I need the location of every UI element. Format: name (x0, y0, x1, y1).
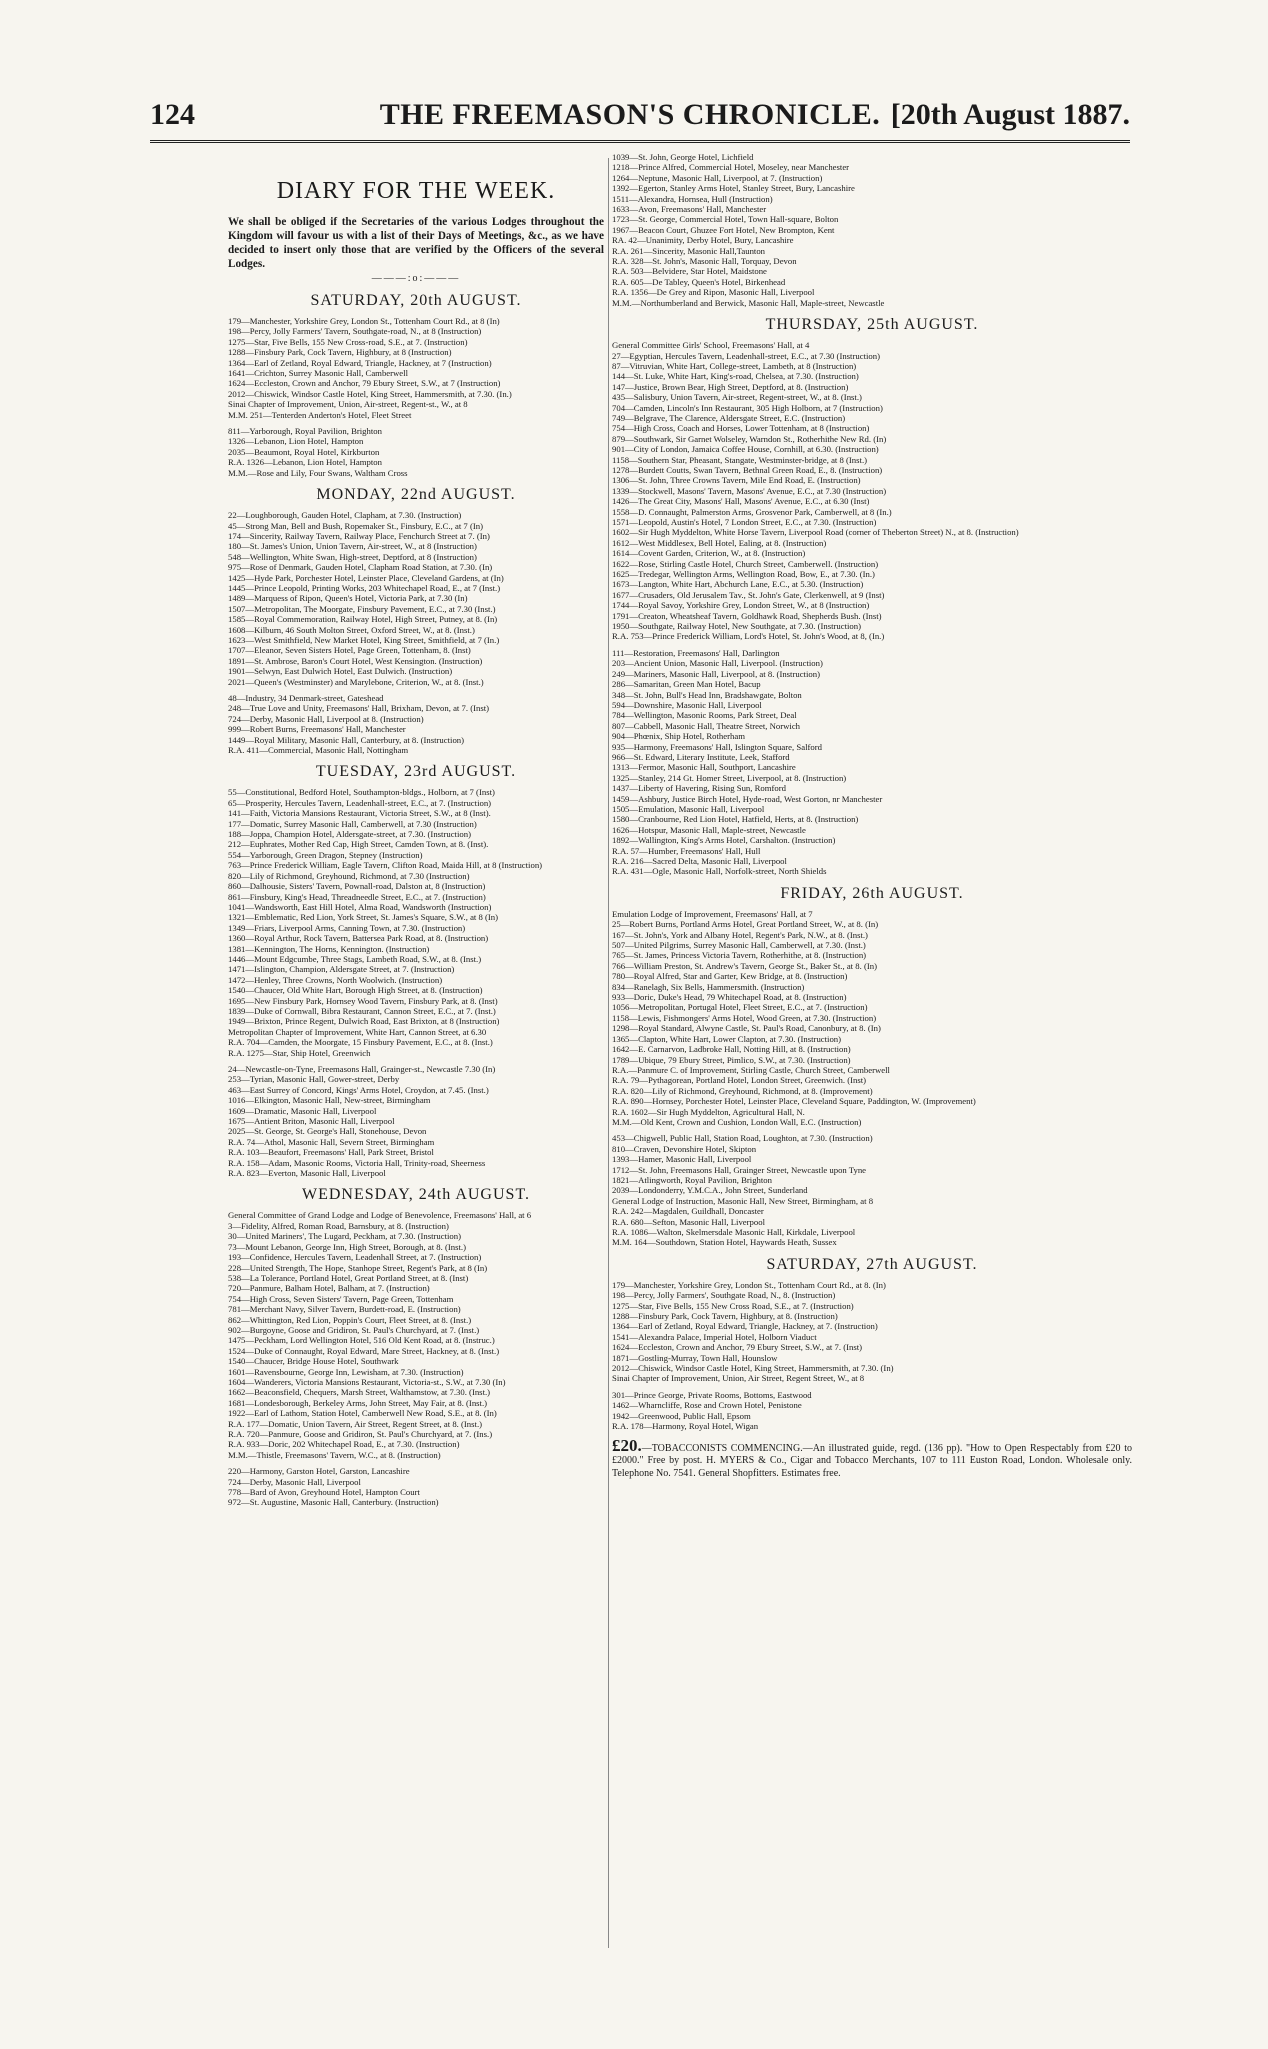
lodge-entry: 1662—Beaconsfield, Chequers, Marsh Street, Walthamstow, at 7.30. (Inst.) (228, 1387, 491, 1398)
section-saturday-27 (612, 1256, 1132, 1432)
lodge-entry: 1707—Eleanor, Seven Sisters Hotel, Page Green, Tottenham, 8. (Inst) (228, 645, 471, 656)
section-tuesday-23 (228, 763, 604, 1178)
lodge-entry: 754—High Cross, Seven Sisters' Tavern, Page Green, Tottenham (228, 1293, 454, 1304)
lodge-entry: 180—St. James's Union, Union Tavern, Air-street, W., at 8 (Instruction) (228, 541, 477, 552)
lodge-entry: 1158—Lewis, Fishmongers' Arms Hotel, Wood Green, at 7.30. (Instruction) (612, 1012, 877, 1023)
lodge-entry: 1723—St. George, Commercial Hotel, Town Hall-square, Bolton (612, 214, 839, 225)
lodge-entry: 1604—Wanderers, Victoria Mansions Restaurant, Victoria-st., S.W., at 7.30 (In) (228, 1376, 506, 1387)
right-column (612, 152, 1132, 1952)
lodge-entry: 1507—Metropolitan, The Moorgate, Finsbury Pavement, E.C., at 7.30 (Inst.) (228, 603, 496, 614)
lodge-entry: 902—Burgoyne, Goose and Gridiron, St. Paul's Churchyard, at 7. (Inst.) (228, 1324, 480, 1335)
lodge-entry: 1459—Ashbury, Justice Birch Hotel, Hyde-road, West Gorton, nr Manchester (612, 793, 883, 804)
lodge-entry: 1437—Liberty of Havering, Rising Sun, Romford (612, 783, 786, 794)
lodge-entry: R.A. 820—Lily of Richmond, Greyhound, Richmond, at 8. (Improvement) (612, 1085, 873, 1096)
lodge-entry: 286—Samaritan, Green Man Hotel, Bacup (612, 679, 761, 690)
lodge-entry: 1712—St. John, Freemasons Hall, Grainger Street, Newcastle upon Tyne (612, 1164, 867, 1175)
lodge-entry: 1949—Brixton, Prince Regent, Dulwich Road, East Brixton, at 8 (Instruction) (228, 1016, 500, 1027)
lodge-entry: 935—Harmony, Freemasons' Hall, Islington Square, Salford (612, 741, 822, 752)
lodge-entry: 1471—Islington, Champion, Aldersgate Street, at 7. (Instruction) (228, 964, 455, 975)
section-heading: THURSDAY, 25th AUGUST. (765, 316, 979, 334)
diary-intro: We shall be obliged if the Secretaries of the various Lodges throughout the Kingdom will favour us with a list of their Days of Meetings, &c., as we have decided to insert only those that are verified by the Officers of the several Lodges. (228, 216, 604, 270)
lodge-entry: 248—True Love and Unity, Freemasons' Hall, Brixham, Devon, at 7. (Inst) (228, 703, 490, 714)
lodge-entry: 724—Derby, Masonic Hall, Liverpool (228, 1476, 361, 1487)
lodge-entry: 212—Euphrates, Mother Red Cap, High Street, Camden Town, at 8. (Inst). (228, 839, 489, 850)
lodge-entry: 704—Camden, Lincoln's Inn Restaurant, 305 High Holborn, at 7 (Instruction) (612, 402, 883, 413)
lodge-entry: 966—St. Edward, Literary Institute, Leek, Stafford (612, 751, 790, 762)
lodge-entry: 860—Dalhousie, Sisters' Tavern, Pownall-road, Dalston at, 8 (Instruction) (228, 881, 486, 892)
lodge-entry: M.M. 251—Tenterden Anderton's Hotel, Fleet Street (228, 409, 412, 420)
lodge-entry: 1695—New Finsbury Park, Hornsey Wood Tavern, Finsbury Park, at 8. (Inst) (228, 995, 498, 1006)
lodge-entry: 1313—Fermor, Masonic Hall, Southport, Lancashire (612, 762, 796, 773)
lodge-entry: R.A. 605—De Tabley, Queen's Hotel, Birkenhead (612, 276, 786, 287)
lodge-entry: 780—Royal Alfred, Star and Garter, Kew Bridge, at 8. (Instruction) (612, 971, 848, 982)
section-heading: WEDNESDAY, 24th AUGUST. (301, 1186, 531, 1204)
lodge-entry: 179—Manchester, Yorkshire Grey, London St., Tottenham Court Rd., at 8 (In) (228, 316, 500, 326)
lodge-entry: 1364—Earl of Zetland, Royal Edward, Triangle, Hackney, at 7 (Instruction) (228, 357, 492, 368)
lodge-entry: R.A. 261—Sincerity, Masonic Hall,Taunton (612, 245, 766, 256)
lodge-entry: 144—St. Luke, White Hart, King's-road, Chelsea, at 7.30. (Instruction) (612, 371, 859, 382)
lodge-entry: R.A. 720—Panmure, Goose and Gridiron, St. Paul's Churchyard, at 7. (Ins.) (228, 1429, 493, 1439)
lodge-entry: 203—Ancient Union, Masonic Hall, Liverpool. (Instruction) (612, 658, 823, 669)
lodge-entry: 1306—St. John, Three Crowns Tavern, Mile End Road, E. (Instruction) (612, 475, 861, 486)
lodge-entry: 1393—Hamer, Masonic Hall, Liverpool (612, 1154, 752, 1165)
lodge-entry: 1624—Eccleston, Crown and Anchor, 79 Ebury Street, S.W., at 7. (Inst) (612, 1342, 863, 1353)
page-header (150, 98, 1130, 143)
publication-title: THE FREEMASON'S CHRONICLE. (379, 98, 881, 131)
lodge-entry: 1585—Royal Commemoration, Railway Hotel, High Street, Putney, at 8. (In) (228, 614, 498, 625)
section-heading: TUESDAY, 23rd AUGUST. (315, 763, 517, 781)
lodge-entry: 147—Justice, Brown Bear, High Street, Deptford, at 8. (Instruction) (612, 381, 849, 392)
entry-list (228, 510, 604, 755)
lodge-entry: 861—Finsbury, King's Head, Threadneedle Street, E.C., at 7. (Instruction) (228, 891, 486, 902)
lodge-entry: 1623—West Smithfield, New Market Hotel, King Street, Smithfield, at 7 (In.) (228, 634, 500, 645)
lodge-entry: 1321—Emblematic, Red Lion, York Street, St. James's Square, S.W., at 8 (In) (228, 912, 499, 923)
lodge-entry: 25—Robert Burns, Portland Arms Hotel, Great Portland Street, W., at 8. (In) (612, 919, 879, 930)
lodge-entry: 111—Restoration, Freemasons' Hall, Darlington (612, 647, 780, 658)
lodge-entry: 1446—Mount Edgcumbe, Three Stags, Lambeth Road, S.W., at 8. (Inst.) (228, 953, 482, 964)
lodge-entry: 1558—D. Connaught, Palmerston Arms, Grosvenor Park, Camberwell, at 8 (In.) (612, 506, 892, 517)
lodge-entry: 1364—Earl of Zetland, Royal Edward, Triangle, Hackney, at 7. (Instruction) (612, 1321, 878, 1332)
lodge-entry: 253—Tyrian, Masonic Hall, Gower-street, Derby (228, 1074, 400, 1085)
section-heading: MONDAY, 22nd AUGUST. (316, 486, 516, 504)
lodge-entry: 301—Prince George, Private Rooms, Bottoms, Eastwood (612, 1389, 812, 1400)
lodge-entry: Metropolitan Chapter of Improvement, White Hart, Cannon Street, at 6.30 (228, 1026, 487, 1037)
lodge-entry: 1622—Rose, Stirling Castle Hotel, Church Street, Camberwell. (Instruction) (612, 558, 879, 569)
lodge-entry: M.M.—Thistle, Freemasons' Tavern, W.C., at 8. (Instruction) (228, 1449, 441, 1460)
lodge-entry: 2021—Queen's (Westminster) and Marylebone, Criterion, W., at 8. (Inst.) (228, 676, 484, 687)
lodge-entry: 1681—Londesborough, Berkeley Arms, John Street, May Fair, at 8. (Inst.) (228, 1397, 488, 1408)
lodge-entry: 1326—Lebanon, Lion Hotel, Hampton (228, 436, 364, 447)
advertisement-price: £20. (612, 1435, 642, 1455)
lodge-entry: 348—St. John, Bull's Head Inn, Bradshawgate, Bolton (612, 689, 802, 700)
lodge-entry: 1673—Langton, White Hart, Abchurch Lane, E.C., at 5.30. (Instruction) (612, 579, 864, 590)
lodge-entry: 879—Southwark, Sir Garnet Wolseley, Warndon St., Rotherhithe New Rd. (In) (612, 433, 887, 444)
lodge-entry: 198—Percy, Jolly Farmers' Tavern, Southgate-road, N., at 8 (Instruction) (228, 326, 482, 337)
lodge-entry: 538—La Tolerance, Portland Hotel, Great Portland Street, at 8. (Inst) (228, 1272, 469, 1283)
lodge-entry: 724—Derby, Masonic Hall, Liverpool at 8. (Instruction) (228, 713, 424, 724)
lodge-entry: 1789—Ubique, 79 Ebury Street, Pimlico, S.W., at 7.30. (Instruction) (612, 1054, 851, 1065)
lodge-entry: 1891—St. Ambrose, Baron's Court Hotel, West Kensington. (Instruction) (228, 655, 483, 666)
lodge-entry: R.A. 242—Magdalen, Guildhall, Doncaster (612, 1206, 764, 1217)
lodge-entry: 2025—St. George, St. George's Hall, Stonehouse, Devon (228, 1126, 427, 1137)
lodge-entry: 834—Ranelagh, Six Bells, Hammersmith. (Instruction) (612, 981, 805, 992)
lodge-entry: 1472—Henley, Three Crowns, North Woolwich. (Instruction) (228, 974, 443, 985)
page-number: 124 (150, 98, 195, 131)
lodge-entry: 453—Chigwell, Public Hall, Station Road, Loughton, at 7.30. (Instruction) (612, 1133, 873, 1144)
lodge-entry: 193—Confidence, Hercules Tavern, Leadenhall Street, at 7. (Instruction) (228, 1252, 482, 1263)
lodge-entry: 1462—Wharncliffe, Rose and Crown Hotel, Penistone (612, 1400, 802, 1411)
section-heading: SATURDAY, 27th AUGUST. (766, 1255, 978, 1273)
lodge-entry: R.A. 411—Commercial, Masonic Hall, Nottingham (228, 745, 409, 756)
lodge-entry: 73—Mount Lebanon, George Inn, High Street, Borough, at 8. (Inst.) (228, 1241, 466, 1252)
entry-list (612, 152, 1132, 308)
lodge-entry: 174—Sincerity, Railway Tavern, Railway Place, Fenchurch Street at 7. (In) (228, 530, 490, 541)
lodge-entry: 975—Rose of Denmark, Gauden Hotel, Clapham Road Station, at 7.30. (In) (228, 562, 493, 573)
lodge-entry: 249—Mariners, Masonic Hall, Liverpool, at 8. (Instruction) (612, 668, 820, 679)
lodge-entry: General Committee Girls' School, Freemasons' Hall, at 4 (612, 340, 810, 351)
lodge-entry: 2039—Londonderry, Y.M.C.A., John Street, Sunderland (612, 1185, 808, 1196)
lodge-entry: 766—William Preston, St. Andrew's Tavern, George St., Baker St., at 8. (In) (612, 960, 877, 971)
lodge-entry: R.A. 79—Pythagorean, Portland Hotel, London Street, Greenwich. (Inst) (612, 1075, 867, 1086)
lodge-entry: R.A. 177—Domatic, Union Tavern, Air Street, Regent Street, at 8. (Inst.) (228, 1418, 483, 1429)
lodge-entry: R.A. 1356—De Grey and Ripon, Masonic Hall, Liverpool (612, 287, 815, 298)
section-wednesday-24 (228, 1186, 604, 1507)
lodge-entry: 198—Percy, Jolly Farmers', Southgate Road, N., 8. (Instruction) (612, 1290, 836, 1301)
lodge-entry: 463—East Surrey of Concord, Kings' Arms Hotel, Croydon, at 7.45. (Inst.) (228, 1084, 489, 1095)
lodge-entry: 1625—Tredegar, Wellington Arms, Wellington Road, Bow, E., at 7.30. (In.) (612, 569, 875, 580)
lodge-entry: 904—Phœnix, Ship Hotel, Rotherham (612, 731, 745, 742)
lodge-entry: 48—Industry, 34 Denmark-street, Gateshead (228, 693, 384, 703)
lodge-entry: 1950—Southgate, Railway Hotel, New Southgate, at 7.30. (Instruction) (612, 621, 861, 632)
lodge-entry: 1016—Elkington, Masonic Hall, New-street, Birmingham (228, 1095, 431, 1106)
lodge-entry: 1744—Royal Savoy, Yorkshire Grey, London Street, W., at 8 (Instruction) (612, 600, 870, 611)
lodge-entry: 1360—Royal Arthur, Rock Tavern, Battersea Park Road, at 8. (Instruction) (228, 933, 489, 944)
lodge-entry: 1571—Leopold, Austin's Hotel, 7 London Street, E.C., at 7.30. (Instruction) (612, 517, 877, 527)
lodge-entry: R.A. 103—Beaufort, Freemasons' Hall, Park Street, Bristol (228, 1147, 434, 1158)
lodge-entry: Emulation Lodge of Improvement, Freemasons' Hall, at 7 (612, 908, 813, 919)
lodge-entry: R.A. 680—Sefton, Masonic Hall, Liverpool (612, 1216, 765, 1227)
lodge-entry: 228—United Strength, The Hope, Stanhope Street, Regent's Park, at 8 (In) (228, 1262, 488, 1273)
lodge-entry: 1349—Friars, Liverpool Arms, Canning Town, at 7.30. (Instruction) (228, 922, 466, 933)
lodge-entry: 177—Domatic, Surrey Masonic Hall, Camberwell, at 7.30 (Instruction) (228, 818, 477, 829)
lodge-entry: 1449—Royal Military, Masonic Hall, Canterbury, at 8. (Instruction) (228, 734, 465, 745)
lodge-entry: R.A. 753—Prince Frederick William, Lord's Hotel, St. John's Wood, at 8, (In.) (612, 631, 885, 642)
lodge-entry: 1540—Chaucer, Bridge House Hotel, Southwark (228, 1356, 399, 1367)
lodge-entry: 1612—West Middlesex, Bell Hotel, Ealing, at 8. (Instruction) (612, 537, 827, 548)
lodge-entry: 22—Loughborough, Gauden Hotel, Clapham, at 7.30. (Instruction) (228, 510, 462, 521)
lodge-entry: 862—Whittington, Red Lion, Poppin's Court, Fleet Street, at 8. (Inst.) (228, 1314, 472, 1325)
lodge-entry: 554—Yarborough, Green Dragon, Stepney (Instruction) (228, 849, 423, 860)
lodge-entry: 1614—Covent Garden, Criterion, W., at 8. (Instruction) (612, 548, 806, 559)
lodge-entry: R.A. 1326—Lebanon, Lion Hotel, Hampton (228, 457, 382, 468)
advertisement (612, 1435, 1132, 1481)
lodge-entry: 1392—Egerton, Stanley Arms Hotel, Stanley Street, Bury, Lancashire (612, 183, 855, 194)
lodge-entry: 435—Salisbury, Union Tavern, Air-street, Regent-street, W., at 8. (Inst.) (612, 392, 862, 403)
lodge-entry: 2035—Beaumont, Royal Hotel, Kirkburton (228, 446, 380, 457)
lodge-entry: R.A. 1602—Sir Hugh Myddelton, Agricultural Hall, N. (612, 1106, 805, 1117)
lodge-entry: 1942—Greenwood, Public Hall, Epsom (612, 1410, 751, 1421)
lodge-entry: 1275—Star, Five Bells, 155 New Cross-road, S.E., at 7. (Instruction) (228, 336, 468, 347)
lodge-entry: 1158—Southern Star, Pheasant, Stangate, Westminster-bridge, at 8 (Inst.) (612, 454, 868, 465)
entry-list (612, 909, 1132, 1248)
lodge-entry: 811—Yarborough, Royal Pavilion, Brighton (228, 426, 382, 437)
lodge-entry: 1425—Hyde Park, Porchester Hotel, Leinster Place, Cleveland Gardens, at (In) (228, 572, 504, 583)
lodge-entry: 1601—Ravensbourne, George Inn, Lewisham, at 7.30. (Instruction) (228, 1366, 464, 1377)
lodge-entry: 1475—Peckham, Lord Wellington Hotel, 516 Old Kent Road, at 8. (Instruc.) (228, 1335, 495, 1346)
lodge-entry: 749—Belgrave, The Clarence, Aldersgate Street, E.C. (Instruction) (612, 412, 846, 423)
entry-list (228, 787, 604, 1178)
lodge-entry: R.A. 890—Hornsey, Porchester Hotel, Leinster Place, Cleveland Square, Paddington, W. (Improvement) (612, 1096, 976, 1107)
lodge-entry: 784—Wellington, Masonic Rooms, Park Street, Deal (612, 710, 797, 721)
lodge-entry: 1039—St. John, George Hotel, Lichfield (612, 152, 754, 162)
lodge-entry: 1275—Star, Five Bells, 155 New Cross Road, S.E., at 7. (Instruction) (612, 1300, 854, 1311)
lodge-entry: 1540—Chaucer, Old White Hart, Borough High Street, at 8. (Instruction) (228, 985, 483, 996)
lodge-entry: 933—Doric, Duke's Head, 79 Whitechapel Road, at 8. (Instruction) (612, 992, 847, 1003)
lodge-entry: M.M.—Rose and Lily, Four Swans, Waltham Cross (228, 467, 408, 478)
lodge-entry: 27—Egyptian, Hercules Tavern, Leadenhall-street, E.C., at 7.30 (Instruction) (612, 350, 880, 361)
lodge-entry: 765—St. James, Princess Victoria Tavern, Rotherhithe, at 8. (Instruction) (612, 950, 867, 961)
lodge-entry: RA. 42—Unanimity, Derby Hotel, Bury, Lancashire (612, 235, 794, 246)
lodge-entry: 167—St. John's, York and Albany Hotel, Regent's Park, N.W., at 8. (Inst.) (612, 929, 868, 940)
lodge-entry: Sinai Chapter of Improvement, Union, Air-street, Regent-st., W., at 8 (228, 399, 468, 410)
lodge-entry: 1264—Neptune, Masonic Hall, Liverpool, at 7. (Instruction) (612, 172, 823, 183)
issue-date: [20th August 1887. (890, 98, 1130, 131)
section-heading: FRIDAY, 26th AUGUST. (780, 884, 964, 902)
entry-list (228, 1210, 604, 1507)
lodge-entry: 1278—Burdett Coutts, Swan Tavern, Bethnal Green Road, E., 8. (Instruction) (612, 464, 883, 475)
lodge-entry: 1642—E. Carnarvon, Ladbroke Hall, Notting Hill, at 8. (Instruction) (612, 1044, 851, 1055)
lodge-entry: 220—Harmony, Garston Hotel, Garston, Lancashire (228, 1466, 410, 1477)
lodge-entry: 1901—Selwyn, East Dulwich Hotel, East Dulwich. (Instruction) (228, 666, 453, 677)
lodge-entry: M.M.—Northumberland and Berwick, Masonic Hall, Maple-street, Newcastle (612, 297, 885, 308)
lodge-entry: 1892—Wallington, King's Arms Hotel, Carshalton. (Instruction) (612, 835, 836, 846)
lodge-entry: 1791—Creaton, Wheatsheaf Tavern, Goldhawk Road, Shepherds Bush. (Inst) (612, 610, 882, 621)
lodge-entry: 3—Fidelity, Alfred, Roman Road, Barnsbury, at 8. (Instruction) (228, 1220, 449, 1231)
section-heading: SATURDAY, 20th AUGUST. (310, 292, 522, 309)
lodge-entry: 548—Wellington, White Swan, High-street, Deptford, at 8 (Instruction) (228, 551, 477, 562)
lodge-entry: 1677—Crusaders, Old Jerusalem Tav., St. John's Gate, Clerkenwell, at 9 (Inst) (612, 589, 885, 600)
lodge-entry: 1381—Kennington, The Horns, Kennington. (Instruction) (228, 943, 430, 954)
lodge-entry: 55—Constitutional, Bedford Hotel, Southampton-bldgs., Holborn, at 7 (Inst) (228, 787, 495, 798)
lodge-entry: 778—Bard of Avon, Greyhound Hotel, Hampton Court (228, 1487, 420, 1498)
lodge-entry: 1633—Avon, Freemasons' Hall, Manchester (612, 204, 767, 215)
advertisement-body: —TOBACCONISTS COMMENCING.—An illustrated guide, regd. (136 pp). "How to Open Respectably from £20 to £2000." Free by post. H. MYERS & Co., Cigar and Tobacco Merchants, 107 to 111 Euston Road, London. Wholesale only. Telephone No. 7541. General Shopfitters. Estimates free. (612, 1442, 1132, 1479)
diary-title: DIARY FOR THE WEEK. (276, 178, 556, 204)
lodge-entry: 188—Joppa, Champion Hotel, Aldersgate-street, at 7.30. (Instruction) (228, 829, 471, 840)
lodge-entry: 1609—Dramatic, Masonic Hall, Liverpool (228, 1105, 377, 1116)
lodge-entry: 1541—Alexandra Palace, Imperial Hotel, Holborn Viaduct (612, 1331, 817, 1342)
lodge-entry: 1339—Stockwell, Masons' Tavern, Masons' Avenue, E.C., at 7.30 (Instruction) (612, 485, 887, 496)
lodge-entry: 1871—Gostling-Murray, Town Hall, Hounslow (612, 1352, 778, 1363)
lodge-entry: 1288—Finsbury Park, Cock Tavern, Highbury, at 8 (Instruction) (228, 347, 452, 358)
section-wednesday-continued (612, 152, 1132, 308)
lodge-entry: 87—Vitruvian, White Hart, College-street, Lambeth, at 8 (Instruction) (612, 360, 857, 371)
lodge-entry: R.A. 74—Athol, Masonic Hall, Severn Street, Birmingham (228, 1136, 435, 1147)
lodge-entry: 754—High Cross, Coach and Horses, Lower Tottenham, at 8 (Instruction) (612, 423, 870, 434)
entry-list (228, 316, 604, 478)
lodge-entry: 720—Panmure, Balham Hotel, Balham, at 7. (Instruction) (228, 1283, 430, 1294)
lodge-entry: 1325—Stanley, 214 Gt. Homer Street, Liverpool, at 8. (Instruction) (612, 772, 847, 783)
lodge-entry: 594—Downshire, Masonic Hall, Liverpool (612, 699, 762, 710)
lodge-entry: 65—Prosperity, Hercules Tavern, Leadenhall-street, E.C., at 7. (Instruction) (228, 797, 492, 808)
lodge-entry: Sinai Chapter of Improvement, Union, Air Street, Regent Street, W., at 8 (612, 1373, 865, 1384)
lodge-entry: 2012—Chiswick, Windsor Castle Hotel, King Street, Hammersmith, at 7.30. (In.) (228, 388, 512, 399)
lodge-entry: R.A. 933—Doric, 202 Whitechapel Road, E., at 7.30. (Instruction) (228, 1439, 460, 1450)
lodge-entry: 1608—Kilburn, 46 South Molton Street, Oxford Street, W., at 8. (Inst.) (228, 624, 475, 635)
section-friday-26 (612, 885, 1132, 1248)
lodge-entry: 30—United Mariners', The Lugard, Peckham, at 7.30. (Instruction) (228, 1231, 462, 1242)
lodge-entry: 24—Newcastle-on-Tyne, Freemasons Hall, Grainger-st., Newcastle 7.30 (In) (228, 1064, 496, 1074)
lodge-entry: 807—Cabbell, Masonic Hall, Theatre Street, Norwich (612, 720, 801, 731)
lodge-entry: 1511—Alexandra, Hornsea, Hull (Instruction) (612, 193, 773, 204)
lodge-entry: 1821—Atlingworth, Royal Pavilion, Brighton (612, 1174, 772, 1185)
section-saturday-20 (228, 292, 604, 478)
lodge-entry: 1641—Crichton, Surrey Masonic Hall, Camberwell (228, 368, 408, 379)
lodge-entry: 1580—Cranbourne, Red Lion Hotel, Hatfield, Herts, at 8. (Instruction) (612, 814, 859, 825)
lodge-entry: 507—United Pilgrims, Surrey Masonic Hall, Camberwell, at 7.30. (Inst.) (612, 940, 866, 951)
lodge-entry: 1505—Emulation, Masonic Hall, Liverpool (612, 803, 765, 814)
lodge-entry: 763—Prince Frederick William, Eagle Tavern, Clifton Road, Maida Hill, at 8 (Instruction) (228, 860, 543, 871)
lodge-entry: 45—Strong Man, Bell and Bush, Ropemaker St., Finsbury, E.C., at 7 (In) (228, 520, 483, 531)
column-divider (608, 158, 609, 1948)
lodge-entry: 820—Lily of Richmond, Greyhound, Richmond, at 7.30 (Instruction) (228, 870, 470, 881)
lodge-entry: R.A. 823—Everton, Masonic Hall, Liverpool (228, 1168, 386, 1179)
lodge-entry: 1524—Duke of Connaught, Royal Edward, Mare Street, Hackney, at 8. (Inst.) (228, 1345, 500, 1356)
lodge-entry: R.A. 431—Ogle, Masonic Hall, Norfolk-street, North Shields (612, 866, 827, 877)
lodge-entry: 1218—Prince Alfred, Commercial Hotel, Moseley, near Manchester (612, 162, 850, 173)
lodge-entry: 1626—Hotspur, Masonic Hall, Maple-street, Newcastle (612, 824, 806, 835)
section-rule: ———:o:——— (371, 273, 461, 284)
lodge-entry: 972—St. Augustine, Masonic Hall, Canterbury. (Instruction) (228, 1497, 439, 1508)
lodge-entry: 141—Faith, Victoria Mansions Restaurant, Victoria Street, S.W., at 8 (Inst). (228, 808, 491, 819)
lodge-entry: 179—Manchester, Yorkshire Grey, London St., Tottenham Court Rd., at 8. (In) (612, 1279, 886, 1290)
lodge-entry: R.A. 158—Adam, Masonic Rooms, Victoria Hall, Trinity-road, Sheerness (228, 1157, 486, 1168)
lodge-entry: 2012—Chiswick, Windsor Castle Hotel, King Street, Hammersmith, at 7.30. (In) (612, 1363, 894, 1374)
entry-list (612, 1280, 1132, 1432)
lodge-entry: R.A. 328—St. John's, Masonic Hall, Torquay, Devon (612, 256, 797, 267)
lodge-entry: 1445—Prince Leopold, Printing Works, 203 Whitechapel Road, E., at 7 (Inst.) (228, 582, 501, 593)
lodge-entry: R.A. 178—Harmony, Royal Hotel, Wigan (612, 1421, 759, 1432)
lodge-entry: 901—City of London, Jamaica Coffee House, Cornhill, at 6.30. (Instruction) (612, 444, 879, 455)
section-monday-22 (228, 486, 604, 755)
lodge-entry: 1426—The Great City, Masons' Hall, Masons' Avenue, E.C., at 6.30 (Inst) (612, 496, 870, 507)
lodge-entry: R.A. 503—Belvidere, Star Hotel, Maidstone (612, 266, 767, 277)
lodge-entry: 1489—Marquess of Ripon, Queen's Hotel, Victoria Park, at 7.30 (In) (228, 593, 468, 604)
lodge-entry: General Lodge of Instruction, Masonic Hall, New Street, Birmingham, at 8 (612, 1195, 874, 1206)
lodge-entry: 1922—Earl of Lathom, Station Hotel, Camberwell New Road, S.E., at 8. (In) (228, 1408, 497, 1419)
lodge-entry: 1967—Beacon Court, Ghuzee Fort Hotel, New Brompton, Kent (612, 224, 835, 235)
lodge-entry: General Committee of Grand Lodge and Lodge of Benevolence, Freemasons' Hall, at 6 (228, 1210, 532, 1221)
lodge-entry: 1602—Sir Hugh Myddelton, White Horse Tavern, Liverpool Road (corner of Theberton Street) N., at 8. (Instruction) (612, 527, 1019, 538)
lodge-entry: 1839—Duke of Cornwall, Bibra Restaurant, Cannon Street, E.C., at 7. (Inst.) (228, 1005, 496, 1016)
lodge-entry: 781—Merchant Navy, Silver Tavern, Burdett-road, E. (Instruction) (228, 1304, 461, 1315)
entry-list (612, 340, 1132, 877)
lodge-entry: R.A. 1275—Star, Ship Hotel, Greenwich (228, 1047, 371, 1058)
lodge-entry: R.A.—Panmure C. of Improvement, Stirling Castle, Church Street, Camberwell (612, 1064, 890, 1075)
lodge-entry: 1624—Eccleston, Crown and Anchor, 79 Ebury Street, S.W., at 7 (Instruction) (228, 378, 501, 389)
lodge-entry: M.M. 164—Southdown, Station Hotel, Haywards Heath, Sussex (612, 1237, 837, 1248)
left-column (228, 160, 604, 1950)
lodge-entry: R.A. 1086—Walton, Skelmersdale Masonic Hall, Kirkdale, Liverpool (612, 1227, 856, 1237)
lodge-entry: R.A. 704—Camden, the Moorgate, 15 Finsbury Pavement, E.C., at 8. (Inst.) (228, 1037, 493, 1048)
section-thursday-25 (612, 316, 1132, 877)
lodge-entry: 1056—Metropolitan, Portugal Hotel, Fleet Street, E.C., at 7. (Instruction) (612, 1002, 868, 1013)
lodge-entry: 999—Robert Burns, Freemasons' Hall, Manchester (228, 724, 406, 735)
lodge-entry: 810—Craven, Devonshire Hotel, Skipton (612, 1143, 757, 1154)
lodge-entry: 1675—Antient Briton, Masonic Hall, Liverpool (228, 1116, 395, 1127)
lodge-entry: R.A. 216—Sacred Delta, Masonic Hall, Liverpool (612, 856, 787, 866)
lodge-entry: 1041—Wandsworth, East Hill Hotel, Alma Road, Wandsworth (Instruction) (228, 901, 492, 912)
lodge-entry: 1298—Royal Standard, Alwyne Castle, St. Paul's Road, Canonbury, at 8. (In) (612, 1023, 881, 1034)
lodge-entry: R.A. 57—Humber, Freemasons' Hall, Hull (612, 845, 761, 856)
lodge-entry: 1288—Finsbury Park, Cock Tavern, Highbury, at 8. (Instruction) (612, 1311, 838, 1322)
lodge-entry: 1365—Clapton, White Hart, Lower Clapton, at 7.30. (Instruction) (612, 1033, 842, 1044)
lodge-entry: M.M.—Old Kent, Crown and Cushion, London Wall, E.C. (Instruction) (612, 1116, 862, 1127)
